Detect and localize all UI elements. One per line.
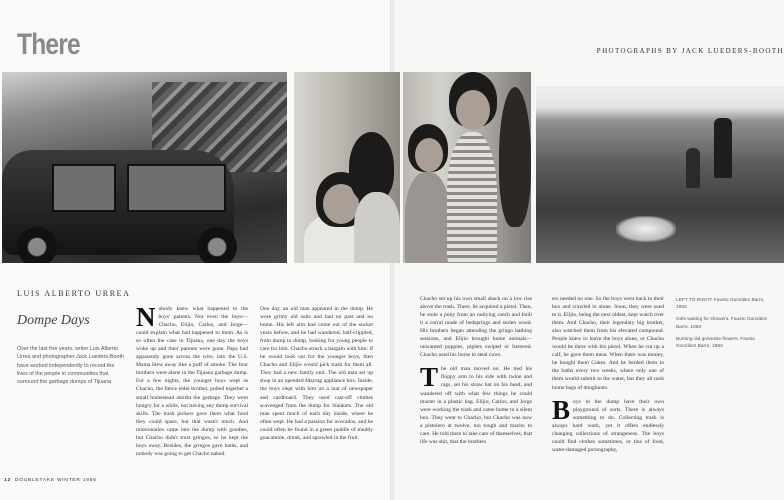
photo-girls-right xyxy=(403,72,531,263)
page-footer xyxy=(4,478,97,483)
car-window-shape xyxy=(127,164,226,212)
man-figure-shape xyxy=(714,118,732,178)
photo-dump-landscape xyxy=(536,86,784,263)
column-text: Chacho set up his own small shack on a low rise above the trash. There, he acquired a pistol. Then, he stole a pony from an outlying ranch and built it a corral made of bedsprings and stolen wood. His brothers began attending the gringo bathing sessions, and Elijio brought home animals—unwanted puppies, piglets swiped or bartered. Chacho used his horse to steal cows. xyxy=(420,296,532,359)
column-text: One day, an old man appeared in the dump. He wore grimy old suits and had no past and no home. His left arm had come out of the socket years before, and he had wandered, half-crippled, from dump to dump, looking for young people to care for him. Chacho struck a bargain with him: if he would look out for the younger boys, then Chacho and Elijio would pick trash for them all. They had a new family unit. The old man set up shop in an upended Maytag appliance box. Inside, the boys slept with him on a mat of newspaper and cardboard. They used cast-off clothes scavenged from the dump for blankets. The old man spent much of each day inside, where he often wept. He had a passion for avocados, and he could often be found in a green puddle of muddy guacamole, drunk, and sprawled in the fruit. xyxy=(260,306,373,441)
boy-figure-shape xyxy=(686,148,700,188)
caption: Burning old gravesite flowers, Fausto González Barro, 1993 xyxy=(676,336,755,350)
figure-shape xyxy=(354,192,400,263)
page-title: There xyxy=(17,28,80,61)
photo-credit: PHOTOGRAPHS BY JACK LUEDERS-BOOTH xyxy=(596,47,784,55)
photo-girls-left xyxy=(294,72,400,263)
caption: Girls waiting for showers, Fausto González Barro, 1993 xyxy=(676,317,768,330)
column-text: ers needed no one. So the boys went back to their box and crawled in alone. Soon, they were used to it. Elijio, being the next oldest, kept watch over them. And Chacho, their legendary big brother, also watched them from his elevated compound. People knew to leave the boys alone, or Chacho would be there with his pistol. When he cut up a calf, he gave them meat. When there was money, he bought them Cokes. And he herded them to the baths every two weeks, where only one of them would submit to the water, but they all took home bags of doughnuts. xyxy=(552,296,664,391)
column-text: he old man moved on. He tied his floppy arm to his side with twine and rags, set his straw hat on his head, and wandered off with what few things he could muster in a plastic bag. Elijio, Carlos, and Jorge were working the trash and came home to a silent box. They went to Chacho, but Chacho was now a pistolero at twelve, too tough and macho to care. He told them to take care of themselves, that life was shit, that the brothers xyxy=(420,366,532,445)
water-reflection-shape xyxy=(616,216,676,242)
drop-cap: T xyxy=(420,362,439,393)
text-column-4 xyxy=(552,295,664,480)
car-wheel-shape xyxy=(197,227,237,263)
drop-cap: N xyxy=(136,302,156,332)
drop-cap: B xyxy=(552,394,571,425)
author-byline: LUIS ALBERTO URREA xyxy=(17,289,131,298)
car-window-shape xyxy=(52,164,116,212)
car-wheel-shape xyxy=(17,227,57,263)
article-title: Dompe Days xyxy=(17,313,90,328)
hair-shape xyxy=(499,87,531,227)
text-column-3 xyxy=(420,295,532,470)
figure-shape xyxy=(405,172,450,263)
photo-captions xyxy=(676,297,776,355)
column-text: obody knew what happened to the boys' parents. Not even the boys—Chacho, Elijio, Carlos, and Jorge—could explain what had happened to them. As is so often the case in Tijuana, one day the boys woke up and their parents were gone. Papa had apparently gone across the wire, into the U.S. Mama blew away like a puff of smoke. The four brothers were alone in the Tijuana garbage dump. For a few nights, the younger boys wept as Chacho, the fierce elder brother, pulled together a small homestead amidst the garbage. They went hungry for a while, not having any dump survival skills. The trash pickers gave them what food they could spare, but that wasn't much. And missionaries came into the dump with goodies, but Chacho didn't trust gringos, so he kept the boys away. Besides, the gringos gave baths, and nobody was going to get Chacho naked. xyxy=(136,306,248,457)
face-shape xyxy=(456,90,490,130)
article-intro: Over the last five years, writer Luis Alberto Urrea and photographer Jack Lueders-Booth have worked independently to record the lives of the people in communities that surround the garbage dumps of Tijuana. xyxy=(17,346,124,386)
page-number: 12 xyxy=(4,478,11,483)
figure-shape xyxy=(447,132,497,263)
face-shape xyxy=(415,138,443,172)
photo-boys-in-car xyxy=(2,72,287,263)
text-column-2 xyxy=(260,305,373,465)
publication-name: DOUBLETAKE WINTER 1996 xyxy=(14,478,97,483)
caption: LEFT TO RIGHT: Fausto González Barro, 1993 xyxy=(676,298,765,311)
text-column-1 xyxy=(136,302,248,465)
column-text: oys in the dump have their own playground of sorts. There is always something to do. Collecting trash is always hard work, yet it offers endlessly changing collections of strangeness. The boys could find clothes sometimes, or tins of food, water-damaged pornography, xyxy=(552,398,664,453)
